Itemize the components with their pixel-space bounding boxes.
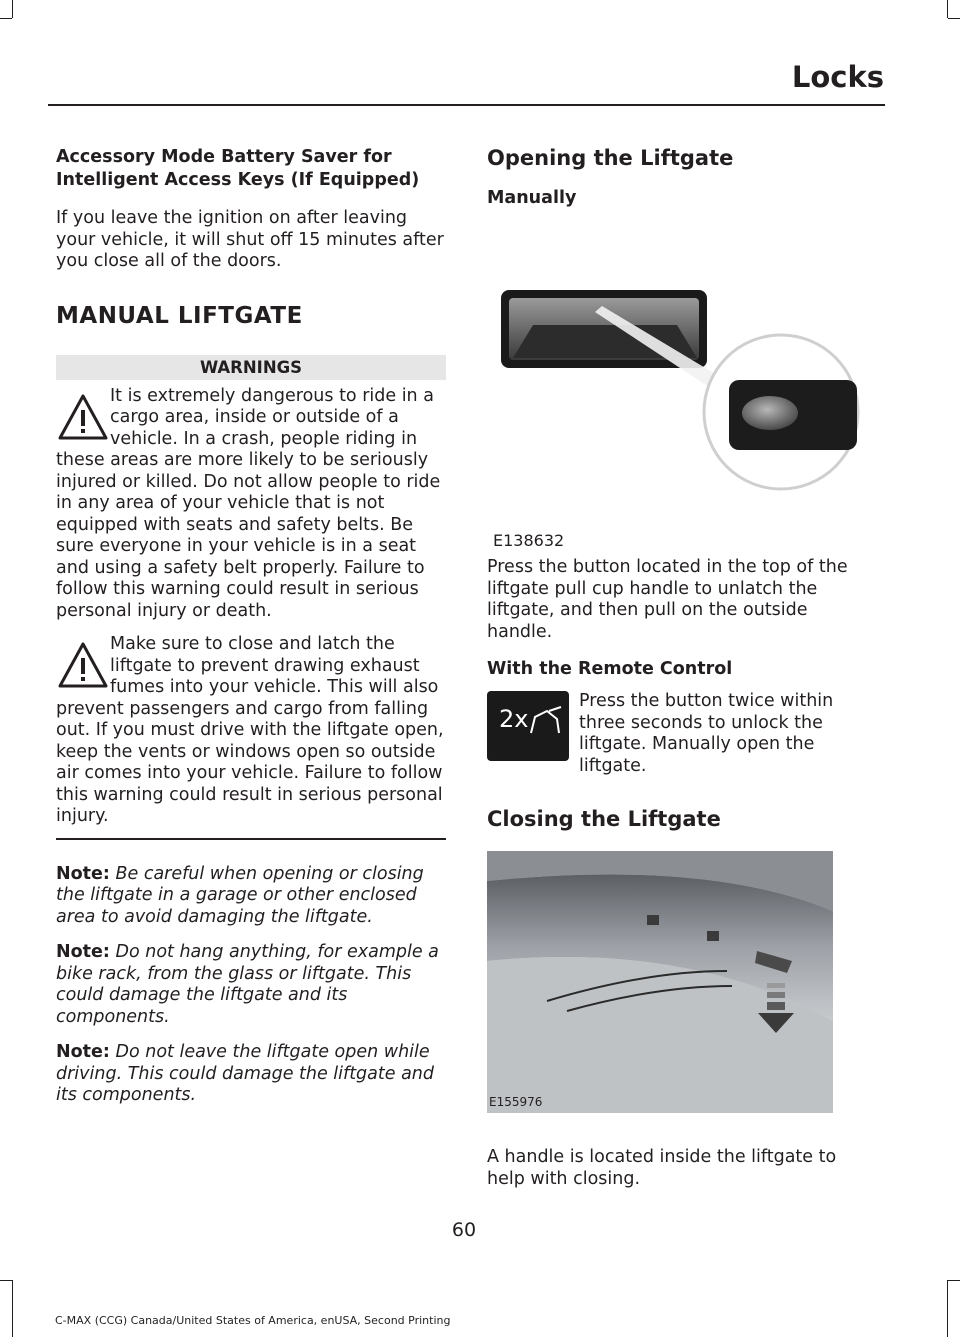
warnings-header: WARNINGS bbox=[56, 355, 446, 380]
remote-control-heading: With the Remote Control bbox=[487, 659, 733, 679]
liftgate-handle-illustration bbox=[487, 851, 833, 1113]
note-label: Note: bbox=[56, 863, 110, 884]
note-item bbox=[56, 1042, 446, 1107]
note-item bbox=[56, 942, 446, 1028]
opening-liftgate-heading: Opening the Liftgate bbox=[487, 146, 734, 170]
crop-mark bbox=[948, 1280, 960, 1281]
document-footer: C-MAX (CCG) Canada/United States of America, enUSA, Second Printing bbox=[55, 1314, 451, 1327]
crop-mark bbox=[12, 1280, 13, 1337]
note-text: Be careful when opening or closing the liftgate in a garage or other enclosed area to avoid damaging the liftgate. bbox=[56, 863, 424, 927]
right-column bbox=[487, 146, 877, 1206]
note-text: Do not hang anything, for example a bike rack, from the glass or liftgate. This could damage the liftgate and its components. bbox=[56, 942, 439, 1027]
pull-cup-button-figure bbox=[487, 220, 877, 550]
warning-text-2: Make sure to close and latch the liftgate to prevent drawing exhaust fumes into your vehicle. This will also prevent passengers and cargo from falling out. If you must drive with the liftgate open, keep the vents or windows open so outside air comes into your vehicle. Failure to follow this warning could result in serious personal injury. bbox=[56, 634, 444, 826]
liftgate-open-icon bbox=[525, 703, 565, 743]
note-item bbox=[56, 864, 446, 929]
battery-saver-text: If you leave the ignition on after leaving your vehicle, it will shut off 15 minutes after you close all of the doors. bbox=[56, 208, 444, 271]
warning-text-1: It is extremely dangerous to ride in a cargo area, inside or outside of a vehicle. In a crash, people riding in these areas are more likely to be seriously injured or killed. Do not allow people to ride in any area of your vehicle that is not equipped with seats and safety belts. Be sure everyone in your vehicle is in a seat and using a safety belt properly. Failure to follow this warning could result in serious personal injury or death. bbox=[56, 385, 441, 621]
header-divider bbox=[48, 104, 885, 106]
battery-saver-heading: Accessory Mode Battery Saver for Intelligent Access Keys (If Equipped) bbox=[56, 147, 420, 190]
closing-liftgate-figure bbox=[487, 851, 877, 1113]
remote-button-label: 2x bbox=[499, 705, 529, 733]
crop-mark bbox=[0, 1280, 12, 1281]
warnings-end-rule bbox=[56, 838, 446, 840]
page-title: Locks bbox=[791, 60, 884, 94]
closing-liftgate-heading: Closing the Liftgate bbox=[487, 807, 721, 831]
warning-item bbox=[56, 634, 446, 828]
crop-mark bbox=[947, 0, 948, 18]
manual-liftgate-heading: MANUAL LIFTGATE bbox=[56, 302, 303, 329]
crop-mark bbox=[0, 18, 12, 19]
figure-code: E138632 bbox=[493, 531, 565, 550]
liftgate-pull-cup-illustration bbox=[487, 220, 877, 492]
warning-item bbox=[56, 386, 446, 623]
warning-triangle-icon bbox=[56, 636, 110, 696]
closing-text: A handle is located inside the liftgate to help with closing. bbox=[487, 1147, 837, 1189]
left-column bbox=[56, 146, 446, 1121]
manually-text: Press the button located in the top of the liftgate pull cup handle to unlatch the liftgate, and then pull on the outside handle. bbox=[487, 557, 848, 642]
remote-control-item bbox=[487, 691, 877, 777]
page-number: 60 bbox=[451, 1219, 477, 1241]
note-text: Do not leave the liftgate open while driving. This could damage the liftgate and its components. bbox=[56, 1042, 435, 1105]
remote-liftgate-button-icon bbox=[487, 691, 569, 761]
note-label: Note: bbox=[56, 1042, 110, 1062]
warning-triangle-icon bbox=[56, 388, 110, 448]
manually-heading: Manually bbox=[487, 188, 577, 208]
crop-mark bbox=[948, 18, 960, 19]
crop-mark bbox=[12, 0, 13, 18]
remote-control-text: Press the button twice within three seconds to unlock the liftgate. Manually open the liftgate. bbox=[579, 691, 834, 776]
figure-code: E155976 bbox=[489, 1095, 543, 1109]
note-label: Note: bbox=[56, 942, 110, 962]
crop-mark bbox=[947, 1280, 948, 1337]
